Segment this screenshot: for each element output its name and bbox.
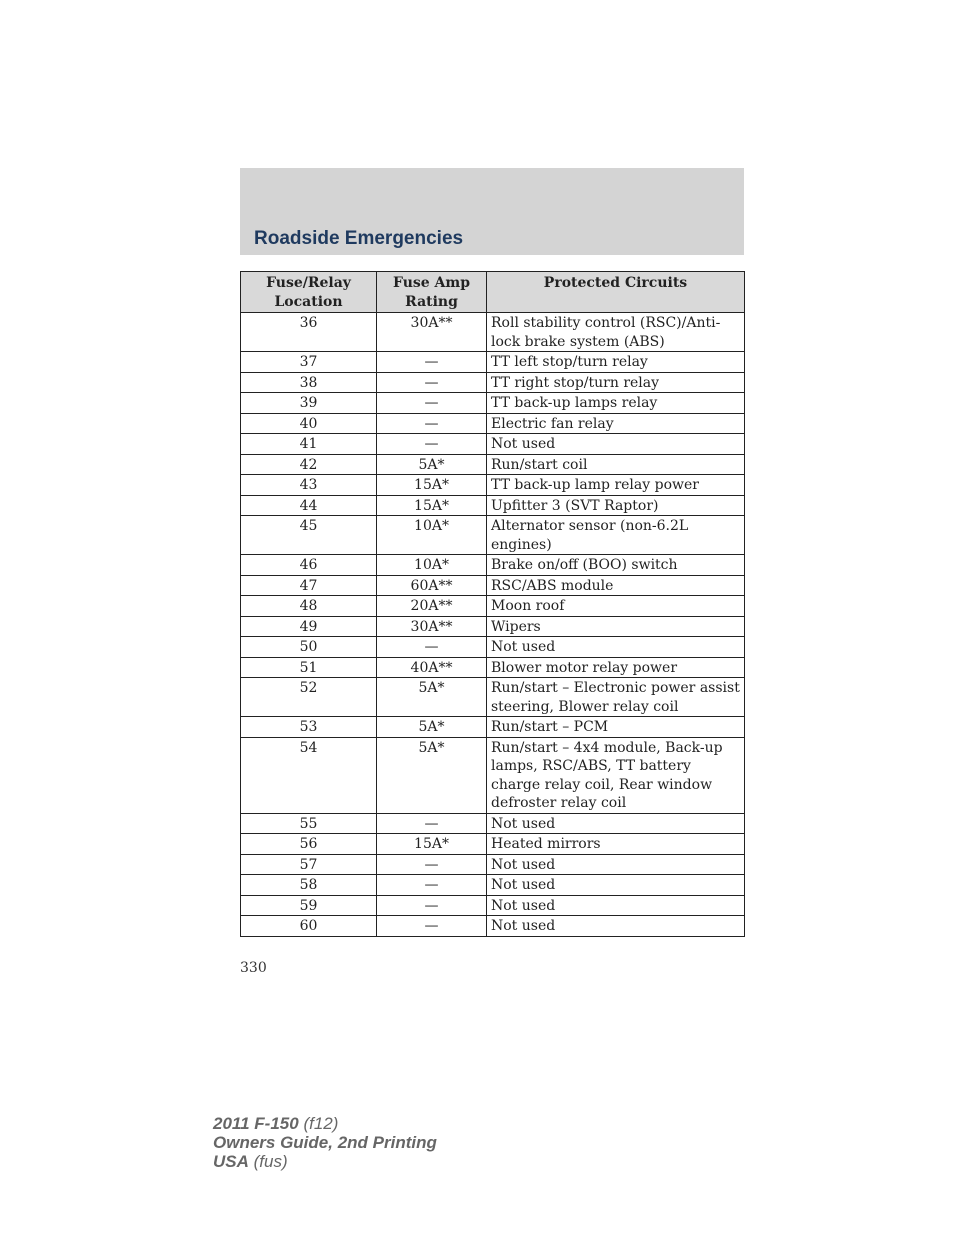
table-row xyxy=(241,454,745,475)
fuse-rating: — xyxy=(377,372,487,393)
table-row xyxy=(241,875,745,896)
protected-circuit: Heated mirrors xyxy=(487,834,745,855)
table-row xyxy=(241,678,745,717)
header-circuits-label: Protected Circuits xyxy=(543,275,688,291)
table-row xyxy=(241,495,745,516)
protected-circuit: Not used xyxy=(487,916,745,937)
fuse-rating: 30A** xyxy=(377,313,487,352)
fuse-rating: 15A* xyxy=(377,475,487,496)
section-title: Roadside Emergencies xyxy=(254,228,464,249)
table-row xyxy=(241,717,745,738)
footer-line-model xyxy=(213,1114,437,1133)
header-circuits xyxy=(487,272,745,313)
footer-guide: Owners Guide, 2nd Printing xyxy=(213,1133,437,1152)
fuse-table xyxy=(240,271,745,937)
fuse-location: 45 xyxy=(241,516,377,555)
fuse-location: 37 xyxy=(241,352,377,373)
fuse-location: 40 xyxy=(241,413,377,434)
footer-region: USA xyxy=(213,1152,249,1171)
table-header-row xyxy=(241,272,745,313)
protected-circuit: TT left stop/turn relay xyxy=(487,352,745,373)
fuse-location: 44 xyxy=(241,495,377,516)
footer-line-region xyxy=(213,1152,437,1171)
table-row xyxy=(241,372,745,393)
table-row xyxy=(241,637,745,658)
protected-circuit: Run/start – 4x4 module, Back-up lamps, RSC/ABS, TT battery charge relay coil, Rear window defroster relay coil xyxy=(487,737,745,813)
fuse-location: 38 xyxy=(241,372,377,393)
fuse-rating: — xyxy=(377,916,487,937)
table-row xyxy=(241,475,745,496)
protected-circuit: Not used xyxy=(487,813,745,834)
protected-circuit: Not used xyxy=(487,895,745,916)
fuse-rating: — xyxy=(377,895,487,916)
footer-region-code: (fus) xyxy=(253,1152,288,1171)
fuse-rating: — xyxy=(377,637,487,658)
protected-circuit: Run/start – Electronic power assist steering, Blower relay coil xyxy=(487,678,745,717)
header-location xyxy=(241,272,377,313)
fuse-rating: 10A* xyxy=(377,555,487,576)
fuse-location: 49 xyxy=(241,616,377,637)
fuse-rating: — xyxy=(377,413,487,434)
table-row xyxy=(241,555,745,576)
table-row xyxy=(241,895,745,916)
fuse-rating: 40A** xyxy=(377,657,487,678)
table-row xyxy=(241,413,745,434)
fuse-location: 36 xyxy=(241,313,377,352)
protected-circuit: Brake on/off (BOO) switch xyxy=(487,555,745,576)
protected-circuit: Not used xyxy=(487,434,745,455)
protected-circuit: RSC/ABS module xyxy=(487,575,745,596)
protected-circuit: Blower motor relay power xyxy=(487,657,745,678)
footer-model-code: (f12) xyxy=(303,1114,339,1133)
protected-circuit: TT back-up lamp relay power xyxy=(487,475,745,496)
fuse-rating: 5A* xyxy=(377,678,487,717)
protected-circuit: Not used xyxy=(487,875,745,896)
protected-circuit: Roll stability control (RSC)/Anti-lock brake system (ABS) xyxy=(487,313,745,352)
fuse-location: 54 xyxy=(241,737,377,813)
fuse-rating: 5A* xyxy=(377,737,487,813)
protected-circuit: Run/start coil xyxy=(487,454,745,475)
fuse-rating: 30A** xyxy=(377,616,487,637)
footer-model: 2011 F-150 xyxy=(213,1114,299,1133)
table-row xyxy=(241,813,745,834)
protected-circuit: Not used xyxy=(487,637,745,658)
footer xyxy=(213,1114,437,1171)
fuse-location: 55 xyxy=(241,813,377,834)
fuse-location: 59 xyxy=(241,895,377,916)
table-row xyxy=(241,352,745,373)
fuse-rating: 5A* xyxy=(377,717,487,738)
fuse-rating: 10A* xyxy=(377,516,487,555)
fuse-location: 48 xyxy=(241,596,377,617)
table-row xyxy=(241,575,745,596)
table-row xyxy=(241,616,745,637)
fuse-rating: — xyxy=(377,393,487,414)
fuse-location: 58 xyxy=(241,875,377,896)
table-row xyxy=(241,393,745,414)
page-number: 330 xyxy=(240,960,267,976)
protected-circuit: TT right stop/turn relay xyxy=(487,372,745,393)
fuse-location: 46 xyxy=(241,555,377,576)
table-row xyxy=(241,657,745,678)
fuse-location: 56 xyxy=(241,834,377,855)
fuse-location: 39 xyxy=(241,393,377,414)
fuse-rating: — xyxy=(377,875,487,896)
fuse-location: 43 xyxy=(241,475,377,496)
protected-circuit: Upfitter 3 (SVT Raptor) xyxy=(487,495,745,516)
fuse-location: 60 xyxy=(241,916,377,937)
table-row xyxy=(241,516,745,555)
header-location-line1: Fuse/Relay xyxy=(266,275,351,291)
fuse-rating: 15A* xyxy=(377,495,487,516)
fuse-location: 50 xyxy=(241,637,377,658)
fuse-rating: 20A** xyxy=(377,596,487,617)
footer-line-guide xyxy=(213,1133,437,1152)
protected-circuit: Alternator sensor (non-6.2L engines) xyxy=(487,516,745,555)
fuse-rating: 15A* xyxy=(377,834,487,855)
fuse-location: 47 xyxy=(241,575,377,596)
protected-circuit: Not used xyxy=(487,854,745,875)
header-rating-line2: Rating xyxy=(405,293,458,310)
fuse-rating: — xyxy=(377,434,487,455)
table-row xyxy=(241,854,745,875)
fuse-rating: — xyxy=(377,813,487,834)
fuse-location: 52 xyxy=(241,678,377,717)
table-row xyxy=(241,434,745,455)
fuse-location: 57 xyxy=(241,854,377,875)
table-body xyxy=(241,313,745,937)
fuse-location: 51 xyxy=(241,657,377,678)
fuse-location: 41 xyxy=(241,434,377,455)
table-row xyxy=(241,834,745,855)
protected-circuit: Electric fan relay xyxy=(487,413,745,434)
protected-circuit: Moon roof xyxy=(487,596,745,617)
table-row xyxy=(241,596,745,617)
header-location-line2: Location xyxy=(274,293,343,310)
header-rating xyxy=(377,272,487,313)
protected-circuit: Wipers xyxy=(487,616,745,637)
protected-circuit: Run/start – PCM xyxy=(487,717,745,738)
fuse-location: 42 xyxy=(241,454,377,475)
header-rating-line1: Fuse Amp xyxy=(393,275,470,291)
fuse-location: 53 xyxy=(241,717,377,738)
fuse-rating: — xyxy=(377,352,487,373)
table-row xyxy=(241,916,745,937)
table-row xyxy=(241,737,745,813)
fuse-rating: — xyxy=(377,854,487,875)
protected-circuit: TT back-up lamps relay xyxy=(487,393,745,414)
table-row xyxy=(241,313,745,352)
fuse-rating: 60A** xyxy=(377,575,487,596)
fuse-rating: 5A* xyxy=(377,454,487,475)
